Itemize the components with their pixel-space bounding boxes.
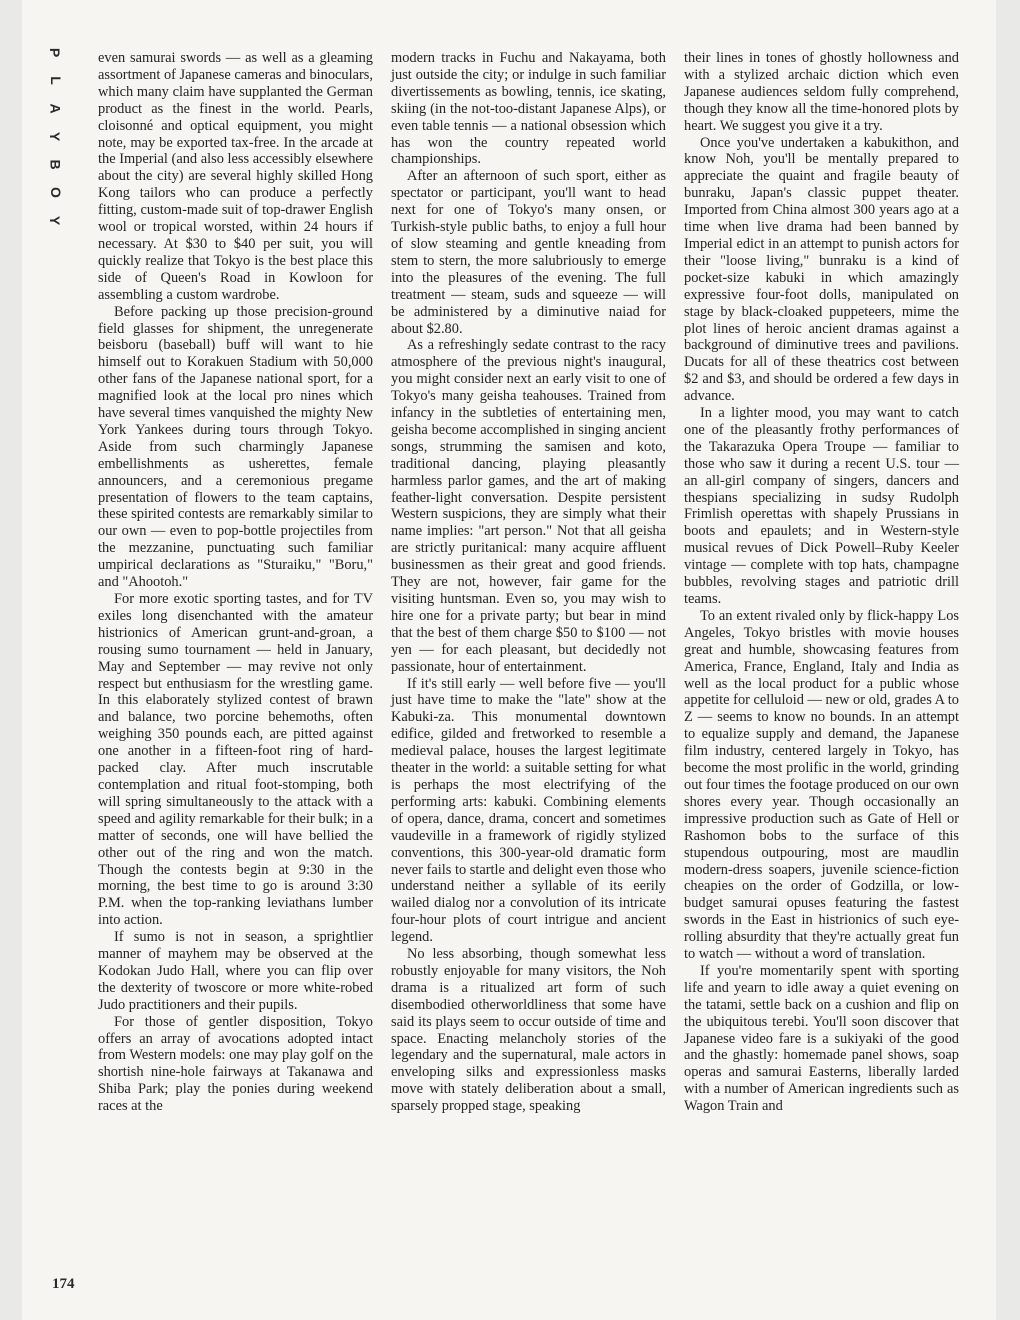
paragraph: If you're momentarily spent with sporting life and yearn to idle away a quiet evening on the tatami, settle back on a cushion and flip on the ubiquitous terebi. You'll soon discover that Japanese video fare is a sukiyaki of the good and the ghastly: homemade panel shows, soap operas and samurai Easterns, liberally larded with a number of American ingredients such as Wagon Train and bbox=[684, 962, 959, 1115]
paragraph: If it's still early — well before five — you'll just have time to make the "late" show at the Kabuki-za. This monumental downtown edifice, gilded and fretworked to resemble a medieval palace, houses the largest legitimate theater in the world: a suitable setting for what is perhaps the most electrifying of the performing arts: kabuki. Combining elements of opera, dance, drama, concert and sometimes vaudeville in a framework of rigidly stylized conventions, this 300-year-old dramatic form never fails to startle and delight even those who understand neither a syllable of its eerily wailed dialog nor a convolution of its intricate four-hour plots of court intrigue and ancient legend. bbox=[391, 675, 666, 946]
paragraph: Before packing up those precision-ground field glasses for shipment, the unregenerate beisboru (baseball) buff will want to hie himself out to Korakuen Stadium with 50,000 other fans of the Japanese national sport, for a magnified look at the local pro nines which have several times vanquished the mighty New York Yankees during tours through Tokyo. Aside from such charmingly Japanese embellishments as usherettes, female announcers, and a ceremonious pregame presentation of flowers to the team captains, these spirited contests are remarkably similar to our own — even to pop-bottle projectiles from the mezzanine, punctuating such familiar umpirical declarations as "Sturaiku," "Boru," and "Ahootoh." bbox=[98, 303, 373, 591]
paragraph: In a lighter mood, you may want to catch one of the pleasantly frothy performances of the Takarazuka Opera Troupe — familiar to those who saw it during a recent U.S. tour — an all-girl company of singers, dancers and thespians specializing in sudsy Rudolph Frimlish operettas with shapely Prussians in boots and epaulets; and in Western-style musical revues of Dick Powell–Ruby Keeler vintage — complete with top hats, champagne bubbles, revolving stages and patriotic drill teams. bbox=[684, 405, 959, 607]
paragraph: After an afternoon of such sport, either as spectator or participant, you'll want to head next for one of Tokyo's many onsen, or Turkish-style public baths, to enjoy a full hour of slow steaming and gentle kneading from stem to stern, the more salubriously to emerge into the pleasures of the evening. The full treatment — steam, suds and squeeze — will be administered by a diminutive naiad for about $2.80. bbox=[391, 168, 666, 337]
brand-letter: Y bbox=[47, 131, 64, 142]
paragraph: For more exotic sporting tastes, and for TV exiles long disenchanted with the amateur histrionics of American grunt-and-groan, a rousing sumo tournament — held in January, May and September — may revive not only respect but enthusiasm for the wrestling game. In this elaborately stylized contest of brawn and balance, two porcine behemoths, often weighing 350 pounds each, are pitted against one another in a fifteen-foot ring of hard-packed clay. After much inscrutable contemplation and ritual foot-stomping, both will spring simultaneously to the attack with a speed and agility remarkable for their bulk; in a matter of seconds, one will have bellied the other out of the ring and won the match. Though the contests begin at 9:30 in the morning, the best time to go is around 3:30 P.M. when the top-ranking leviathans lumber into action. bbox=[98, 591, 373, 929]
magazine-page bbox=[22, 0, 996, 1320]
paragraph: No less absorbing, though somewhat less robustly enjoyable for many visitors, the Noh drama is a ritualized art form of such disembodied otherworldliness that some have said its plays seem to occur outside of time and space. Enacting melancholy stories of the legendary and the supernatural, male actors in enveloping silks and expressionless masks move with stately deliberation about a small, sparsely propped stage, speaking bbox=[391, 946, 666, 1115]
paragraph: modern tracks in Fuchu and Nakayama, both just outside the city; or indulge in such familiar divertissements as bowling, tennis, ice skating, skiing (in the not-too-distant Japanese Alps), or even table tennis — a national obsession which has won the country repeated world championships. bbox=[391, 50, 666, 168]
paragraph: even samurai swords — as well as a gleaming assortment of Japanese cameras and binoculars, which many claim have supplanted the German product as the finest in the world. Pearls, cloisonné and optical equipment, you might note, may be exported tax-free. In the arcade at the Imperial (and also less accessibly elsewhere about the city) are several highly skilled Hong Kong tailors who can produce a perfectly fitting, custom-made suit of top-drawer English wool or tropical worsted, within 24 hours if necessary. At $30 to $40 per suit, you will quickly realize that Tokyo is the best place this side of Queen's Road in Kowloon for assembling a custom wardrobe. bbox=[98, 50, 373, 303]
paragraph: To an extent rivaled only by flick-happy Los Angeles, Tokyo bristles with movie houses great and humble, showcasing features from America, France, England, Italy and India as well as the local product for a public whose appetite for celluloid — new or old, grades A to Z — seems to know no bounds. In an attempt to equalize supply and demand, the Japanese film industry, centered largely in Tokyo, has become the most prolific in the world, grinding out four times the footage produced on our own shores every year. Though occasionally an impressive production such as Gate of Hell or Rashomon bobs to the surface of this stupendous outpouring, most are maudlin modern-dress soapers, juvenile science-fiction cheapies on the order of Godzilla, or low-budget samurai opuses featuring the fastest swords in the East in histrionics of such eye-rolling absurdity that they're actually great fun to watch — without a word of translation. bbox=[684, 607, 959, 963]
text-column-1 bbox=[98, 50, 373, 1115]
text-column-2 bbox=[391, 50, 666, 1115]
paragraph: Once you've undertaken a kabukithon, and know Noh, you'll be mentally prepared to appreciate the quaint and fragile beauty of bunraku, Japan's classic puppet theater. Imported from China almost 300 years ago at a time when live drama had been banned by Imperial edict in an attempt to punish actors for their "loose living," bunraku is a kind of pocket-size kabuki in which amazingly expressive four-foot dolls, manipulated on stage by black-cloaked puppeteers, mime the plot lines of heroic ancient dramas against a background of diminutive trees and pavilions. Ducats for all of these theatrics cost between $2 and $3, and should be ordered a few days in advance. bbox=[684, 134, 959, 405]
paragraph: For those of gentler disposition, Tokyo offers an array of avocations adopted intact from Western models: one may play golf on the shortish nine-hole fairways at Takanawa and Shiba Park; play the ponies during weekend races at the bbox=[98, 1013, 373, 1115]
brand-letter: P bbox=[47, 47, 64, 58]
brand-letter: O bbox=[47, 187, 64, 198]
magazine-name-vertical bbox=[46, 40, 64, 233]
text-column-3 bbox=[684, 50, 959, 1115]
page-number: 174 bbox=[52, 1276, 75, 1292]
brand-letter: B bbox=[47, 159, 64, 170]
paragraph: As a refreshingly sedate contrast to the racy atmosphere of the previous night's inaugural, you might consider next an early visit to one of Tokyo's many geisha teahouses. Trained from infancy in the subtleties of entertaining men, geisha become accomplished in singing ancient songs, strumming the samisen and koto, traditional dancing, playing pleasantly harmless parlor games, and the art of making feather-light conversation. Despite persistent Western suspicions, they are simply what their name implies: "art person." Not that all geisha are strictly puritanical: many acquire affluent businessmen as their great and good friends. They are not, however, fair game for the visiting huntsman. Even so, you may wish to hire one for a private party; but bear in mind that the best of them charge $50 to $100 — not yen — for each pleasant, but decidedly not passionate, hour of entertainment. bbox=[391, 337, 666, 675]
brand-letter: Y bbox=[47, 215, 64, 226]
paragraph: their lines in tones of ghostly hollowness and with a stylized archaic diction which even Japanese audiences seldom fully comprehend, though they know all the time-honored plots by heart. We suggest you give it a try. bbox=[684, 50, 959, 134]
paragraph: If sumo is not in season, a sprightlier manner of mayhem may be observed at the Kodokan Judo Hall, where you can flip over the dexterity of twoscore or more white-robed Judo practitioners and their pupils. bbox=[98, 929, 373, 1013]
brand-letter: L bbox=[47, 76, 64, 85]
brand-letter: A bbox=[47, 103, 64, 114]
